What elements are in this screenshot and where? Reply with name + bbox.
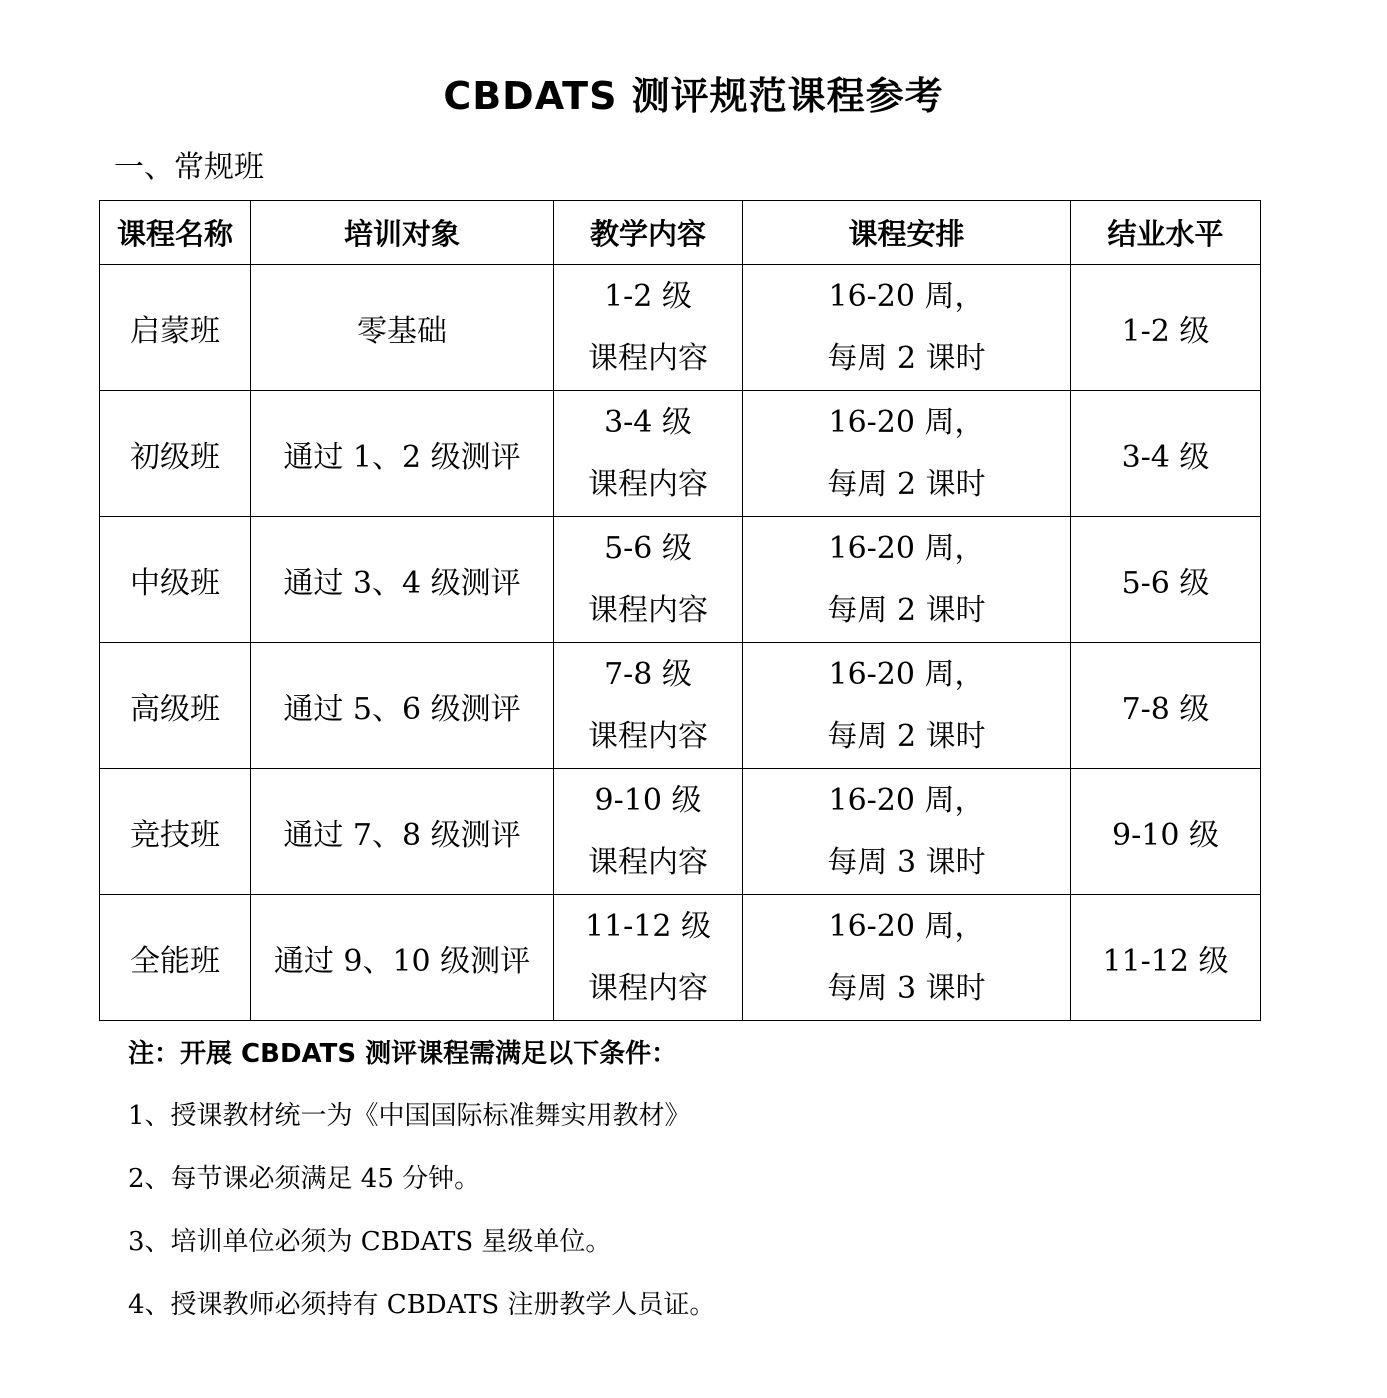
cell-course-name: 全能班 xyxy=(100,895,251,1021)
cell-target: 通过 1、2 级测评 xyxy=(251,391,554,517)
document-title: CBDATS 测评规范课程参考 xyxy=(443,74,944,118)
cell-schedule xyxy=(743,391,1071,517)
cell-target: 通过 7、8 级测评 xyxy=(251,769,554,895)
cell-level: 5-6 级 xyxy=(1071,517,1261,643)
content-level: 9-10 级 xyxy=(594,782,702,818)
schedule-hours: 每周 3 课时 xyxy=(827,844,986,880)
course-table xyxy=(99,200,1261,1021)
cell-schedule xyxy=(743,517,1071,643)
notes-section xyxy=(128,1034,715,1348)
cell-target: 零基础 xyxy=(251,265,554,391)
cell-content xyxy=(554,517,743,643)
schedule-weeks: 16-20 周， xyxy=(828,404,985,440)
content-level: 7-8 级 xyxy=(604,656,692,692)
cell-course-name: 启蒙班 xyxy=(100,265,251,391)
schedule-weeks: 16-20 周， xyxy=(828,530,985,566)
header-course-name: 课程名称 xyxy=(100,201,251,265)
cell-level: 1-2 级 xyxy=(1071,265,1261,391)
cell-schedule xyxy=(743,769,1071,895)
content-level: 11-12 级 xyxy=(584,908,712,944)
note-item: 3、培训单位必须为 CBDATS 星级单位。 xyxy=(128,1227,612,1257)
schedule-hours: 每周 2 课时 xyxy=(827,466,986,502)
note-item: 4、授课教师必须持有 CBDATS 注册教学人员证。 xyxy=(128,1290,716,1320)
cell-schedule xyxy=(743,643,1071,769)
schedule-hours: 每周 3 课时 xyxy=(827,970,986,1006)
cell-schedule xyxy=(743,265,1071,391)
schedule-hours: 每周 2 课时 xyxy=(827,340,986,376)
cell-content xyxy=(554,265,743,391)
cell-course-name: 中级班 xyxy=(100,517,251,643)
schedule-weeks: 16-20 周， xyxy=(828,782,985,818)
schedule-weeks: 16-20 周， xyxy=(828,656,985,692)
schedule-weeks: 16-20 周， xyxy=(828,908,985,944)
section-heading: 一、常规班 xyxy=(114,150,264,185)
content-label: 课程内容 xyxy=(588,718,708,754)
cell-course-name: 高级班 xyxy=(100,643,251,769)
schedule-hours: 每周 2 课时 xyxy=(827,592,986,628)
table-row xyxy=(100,517,1261,643)
content-label: 课程内容 xyxy=(588,466,708,502)
cell-content xyxy=(554,769,743,895)
content-level: 1-2 级 xyxy=(604,278,692,314)
content-level: 3-4 级 xyxy=(604,404,692,440)
cell-schedule xyxy=(743,895,1071,1021)
cell-level: 7-8 级 xyxy=(1071,643,1261,769)
cell-target: 通过 5、6 级测评 xyxy=(251,643,554,769)
table-header-row xyxy=(100,201,1261,265)
cell-level: 3-4 级 xyxy=(1071,391,1261,517)
cell-content xyxy=(554,391,743,517)
table-row xyxy=(100,391,1261,517)
header-level: 结业水平 xyxy=(1071,201,1261,265)
schedule-weeks: 16-20 周， xyxy=(828,278,985,314)
cell-target: 通过 9、10 级测评 xyxy=(251,895,554,1021)
cell-level: 11-12 级 xyxy=(1071,895,1261,1021)
content-label: 课程内容 xyxy=(588,592,708,628)
table-row xyxy=(100,769,1261,895)
content-label: 课程内容 xyxy=(588,844,708,880)
content-label: 课程内容 xyxy=(588,970,708,1006)
cell-course-name: 初级班 xyxy=(100,391,251,517)
header-target: 培训对象 xyxy=(251,201,554,265)
note-item: 1、授课教材统一为《中国国际标准舞实用教材》 xyxy=(128,1101,691,1131)
cell-content xyxy=(554,643,743,769)
note-item: 2、每节课必须满足 45 分钟。 xyxy=(128,1164,481,1194)
cell-content xyxy=(554,895,743,1021)
header-content: 教学内容 xyxy=(554,201,743,265)
table-row xyxy=(100,895,1261,1021)
cell-level: 9-10 级 xyxy=(1071,769,1261,895)
schedule-hours: 每周 2 课时 xyxy=(827,718,986,754)
header-schedule: 课程安排 xyxy=(743,201,1071,265)
content-level: 5-6 级 xyxy=(604,530,692,566)
cell-target: 通过 3、4 级测评 xyxy=(251,517,554,643)
table-row xyxy=(100,265,1261,391)
content-label: 课程内容 xyxy=(588,340,708,376)
table-row xyxy=(100,643,1261,769)
notes-title: 注：开展 CBDATS 测评课程需满足以下条件： xyxy=(128,1039,678,1069)
cell-course-name: 竞技班 xyxy=(100,769,251,895)
